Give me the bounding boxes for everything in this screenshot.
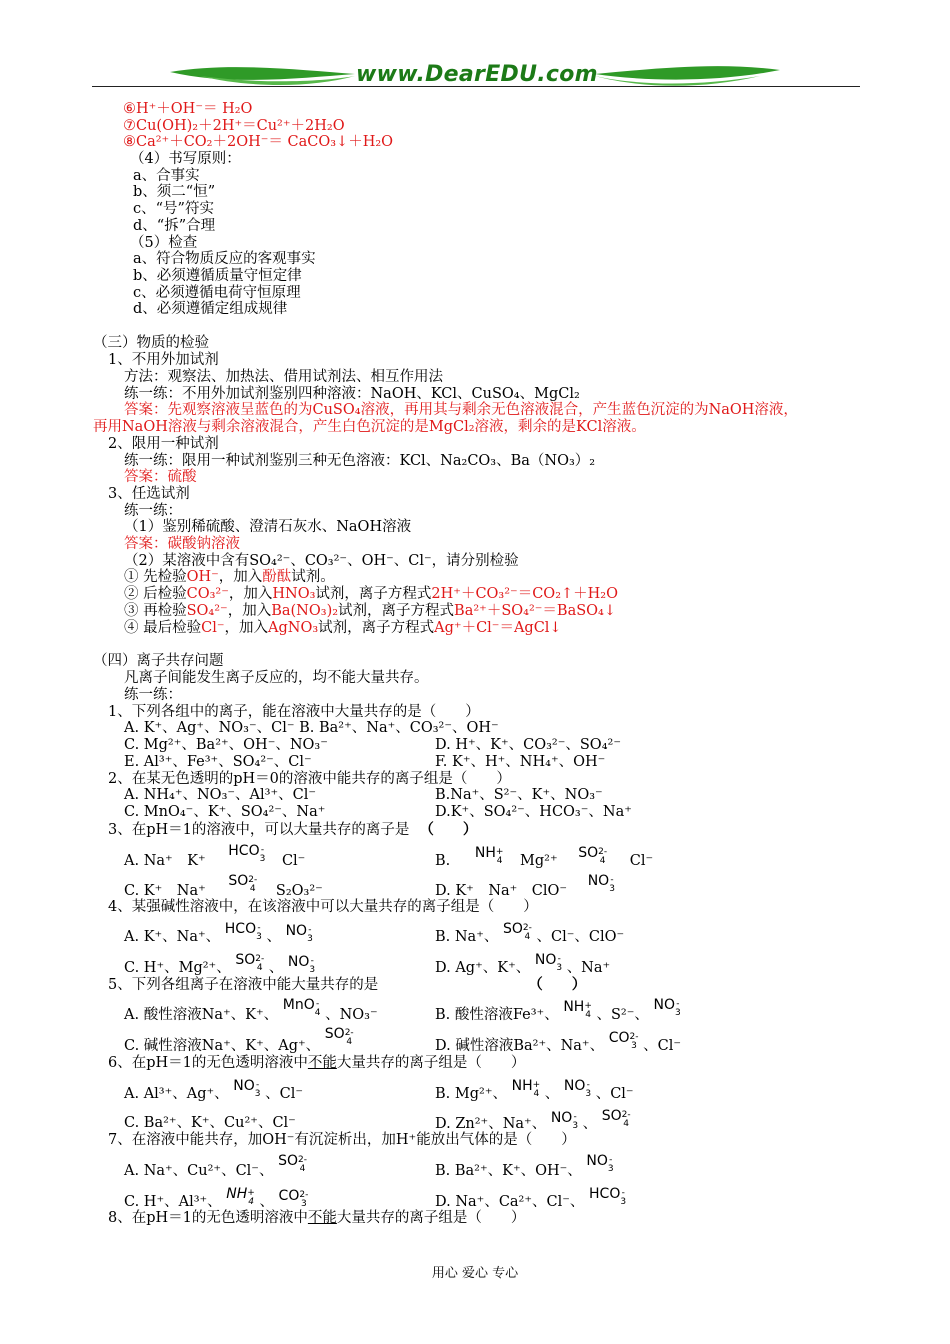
check-step-4: ④ 最后检验Cl⁻，加入AgNO₃试剂，离子方程式Ag⁺＋Cl⁻＝AgCl↓ <box>124 620 562 636</box>
exercise-3-3: 练一练： <box>124 503 182 519</box>
q7-option-c: C. H⁺、Al³⁺、 NH + 4 、 CO 2- 3 <box>124 1186 309 1210</box>
q5-option-a: A. 酸性溶液Na⁺、K⁺、 MnO - 4 、NO₃⁻ <box>124 997 378 1023</box>
exercise-3-2: 练一练：限用一种试剂鉴别三种无色溶液：KCl、Na₂CO₃、Ba（NO₃）₂ <box>124 453 596 469</box>
mno4-formula: MnO - 4 <box>282 997 321 1018</box>
question-6: 6、在pH＝1的无色透明溶液中不能大量共存的离子组是（ ） <box>108 1055 526 1071</box>
no3-formula: NO - 3 <box>287 954 316 975</box>
equation-8: ⑧Ca²⁺＋CO₂＋2OH⁻＝ CaCO₃↓＋H₂O <box>123 134 394 150</box>
exercise-3-1: 练一练：不用外加试剂鉴别四种溶液：NaOH、KCl、CuSO₄、MgCl₂ <box>124 386 580 402</box>
check-c: c、必须遵循电荷守恒原理 <box>133 285 301 301</box>
principle-b: b、须二“恒” <box>133 184 216 200</box>
nh4-formula: NH + 4 <box>474 845 504 866</box>
no3-formula: NO - 3 <box>534 952 563 973</box>
question-8: 8、在pH＝1的无色透明溶液中不能大量共存的离子组是（ ） <box>108 1210 526 1226</box>
so4-formula: SO 2- 4 <box>578 845 608 866</box>
no3-formula: NO - 3 <box>233 1078 261 1099</box>
q7-option-b: B. Ba²⁺、K⁺、OH⁻、 NO - 3 <box>435 1153 614 1179</box>
section-3-title: （三）物质的检验 <box>93 335 209 351</box>
hco3-formula: HCO - 3 <box>224 921 262 942</box>
no3-formula: NO - 3 <box>653 997 681 1018</box>
check-d: d、必须遵循定组成规律 <box>133 301 288 317</box>
principles-heading: （4）书写原则： <box>130 151 241 167</box>
check-b: b、必须遵循质量守恒定律 <box>133 268 302 284</box>
exercise-3-3-1: （1）鉴别稀硫酸、澄清石灰水、NaOH溶液 <box>124 519 412 535</box>
principle-a: a、合事实 <box>133 168 200 184</box>
nh4-formula: NH + 4 <box>511 1078 541 1099</box>
answer-3-3-1: 答案：碳酸钠溶液 <box>124 536 240 552</box>
question-3: 3、在pH＝1的溶液中，可以大量共存的离子是 （ ） <box>108 821 478 838</box>
hco3-formula: HCO - 3 <box>589 1186 627 1207</box>
check-a: a、符合物质反应的客观事实 <box>133 251 316 267</box>
q1-option-f: F. K⁺、H⁺、NH₄⁺、OH⁻ <box>435 754 606 770</box>
q6-option-a: A. Al³⁺、Ag⁺、 NO - 3 、Cl⁻ <box>124 1078 304 1102</box>
q4-option-d: D. Ag⁺、K⁺、 NO - 3 、Na⁺ <box>435 952 611 976</box>
so4-formula: SO 2- 4 <box>324 1026 354 1047</box>
question-1: 1、下列各组中的离子，能在溶液中大量共存的是（ ） <box>108 704 480 720</box>
equation-7: ⑦Cu(OH)₂＋2H⁺＝Cu²⁺＋2H₂O <box>123 118 345 134</box>
q5-option-b: B. 酸性溶液Fe³⁺、 NH + 4 、S²⁻、 NO - 3 <box>435 997 681 1023</box>
q1-option-e: E. Al³⁺、Fe³⁺、SO₄²⁻、Cl⁻ <box>124 754 312 770</box>
site-logo[interactable]: www.DearEDU.com <box>356 62 598 87</box>
q7-option-a: A. Na⁺、Cu²⁺、Cl⁻、 SO 2- 4 <box>124 1153 307 1179</box>
so4-formula: SO 2- 4 <box>278 1153 307 1174</box>
answer-3-1-line1: 答案：先观察溶液呈蓝色的为CuSO₄溶液，再用其与剩余无色溶液混合，产生蓝色沉淀的为NaOH溶液， <box>124 402 798 418</box>
question-7: 7、在溶液中能共存，加OH⁻有沉淀析出，加H⁺能放出气体的是（ ） <box>108 1132 576 1148</box>
q6-option-b: B. Mg²⁺、 NH + 4 、 NO - 3 、Cl⁻ <box>435 1078 634 1102</box>
so4-formula: SO 2- 4 <box>502 921 532 942</box>
q1-option-d: D. H⁺、K⁺、CO₃²⁻、SO₄²⁻ <box>435 737 621 753</box>
page-footer: 用心 爱心 专心 <box>431 1266 519 1281</box>
q4-option-a: A. K⁺、Na⁺、 HCO - 3 、 NO - 3 <box>124 921 313 945</box>
check-heading: （5）检查 <box>130 235 198 251</box>
no3-formula: NO - 3 <box>587 873 615 894</box>
question-4: 4、某强碱性溶液中，在该溶液中可以大量共存的离子组是（ ） <box>108 899 538 915</box>
q6-option-d: D. Zn²⁺、Na⁺、 NO - 3 、 SO 2- 4 <box>435 1108 631 1132</box>
equation-6: ⑥H⁺＋OH⁻＝ H₂O <box>123 101 253 117</box>
no3-formula: NO - 3 <box>586 1153 614 1174</box>
check-step-2: ② 后检验CO₃²⁻，加入HNO₃试剂，离子方程式2H⁺＋CO₃²⁻＝CO₂↑＋H₂O <box>124 586 618 602</box>
q4-option-c: C. H⁺、Mg²⁺、 SO 2- 4 、 NO - 3 <box>124 952 316 976</box>
q7-option-d: D. Na⁺、Ca²⁺、Cl⁻、 HCO - 3 <box>435 1186 627 1210</box>
q4-option-b: B. Na⁺、 SO 2- 4 、Cl⁻、ClO⁻ <box>435 921 625 945</box>
so4-formula: SO 2- 4 <box>228 873 258 894</box>
question-5: 5、下列各组离子在溶液中能大量共存的是 （ ） <box>108 976 587 993</box>
question-2: 2、在某无色透明的pH＝0的溶液中能共存的离子组是（ ） <box>108 771 511 787</box>
q1-option-ab: A. K⁺、Ag⁺、NO₃⁻、Cl⁻ B. Ba²⁺、Na⁺、CO₃²⁻、OH⁻ <box>124 720 499 736</box>
co3-formula: CO 2- 3 <box>278 1188 309 1209</box>
nh4-formula: NH + 4 <box>226 1186 255 1207</box>
check-step-1: ① 先检验OH⁻，加入酚酞试剂。 <box>124 569 335 585</box>
section-3-3: 3、任选试剂 <box>108 486 190 502</box>
q2-option-d: D.K⁺、SO₄²⁻、HCO₃⁻、Na⁺ <box>435 804 632 820</box>
so4-formula: SO 2- 4 <box>601 1108 631 1129</box>
q3-option-c: C. K⁺ Na⁺ SO 2- 4 S₂O₃²⁻ <box>124 873 323 899</box>
check-step-3: ③ 再检验SO₄²⁻，加入Ba(NO₃)₂试剂，离子方程式Ba²⁺＋SO₄²⁻＝BaSO₄↓ <box>124 603 616 619</box>
section-4-intro: 凡离子间能发生离子反应的，均不能大量共存。 <box>124 670 429 686</box>
section-3-1: 1、不用外加试剂 <box>108 352 219 368</box>
q2-option-a: A. NH₄⁺、NO₃⁻、Al³⁺、Cl⁻ <box>124 787 316 803</box>
q1-option-c: C. Mg²⁺、Ba²⁺、OH⁻、NO₃⁻ <box>124 737 328 753</box>
q3-option-b: B. NH + 4 Mg²⁺ SO 2- 4 Cl⁻ <box>435 845 654 869</box>
principle-d: d、“拆”合理 <box>133 218 216 234</box>
no3-formula: NO - 3 <box>563 1078 592 1099</box>
section-3-2: 2、限用一种试剂 <box>108 436 219 452</box>
q2-option-b: B.Na⁺、S²⁻、K⁺、NO₃⁻ <box>435 787 603 803</box>
exercise-4: 练一练： <box>124 687 182 703</box>
q5-option-c: C. 碱性溶液Na⁺、K⁺、Ag⁺、 SO 2- 4 <box>124 1026 354 1054</box>
so4-formula: SO 2- 4 <box>235 952 265 973</box>
q5-option-d: D. 碱性溶液Ba²⁺、Na⁺、 CO 2- 3 、Cl⁻ <box>435 1030 681 1054</box>
q3-option-a: A. Na⁺ K⁺ HCO - 3 Cl⁻ <box>124 843 306 869</box>
method-text: 方法：观察法、加热法、借用试剂法、相互作用法 <box>124 369 443 385</box>
exercise-3-3-2: （2）某溶液中含有SO₄²⁻、CO₃²⁻、OH⁻、Cl⁻，请分别检验 <box>124 553 519 569</box>
q2-option-c: C. MnO₄⁻、K⁺、SO₄²⁻、Na⁺ <box>124 804 326 820</box>
answer-3-1-line2: 再用NaOH溶液与剩余溶液混合，产生白色沉淀的是MgCl₂溶液，剩余的是KCl溶液。 <box>93 419 646 435</box>
no3-formula: NO - 3 <box>550 1110 579 1131</box>
nh4-formula: NH + 4 <box>563 999 592 1020</box>
no3-formula: NO - 3 <box>285 923 313 944</box>
principle-c: c、“号”符实 <box>133 201 214 217</box>
q6-option-c: C. Ba²⁺、K⁺、Cu²⁺、Cl⁻ <box>124 1115 296 1131</box>
hco3-formula: HCO - 3 <box>228 843 266 864</box>
answer-3-2: 答案：硫酸 <box>124 469 197 485</box>
q3-option-d: D. K⁺ Na⁺ ClO⁻ NO - 3 <box>435 873 615 899</box>
co3-formula: CO 2- 3 <box>608 1030 639 1051</box>
section-4-title: （四）离子共存问题 <box>93 653 224 669</box>
header-rule <box>92 86 860 87</box>
